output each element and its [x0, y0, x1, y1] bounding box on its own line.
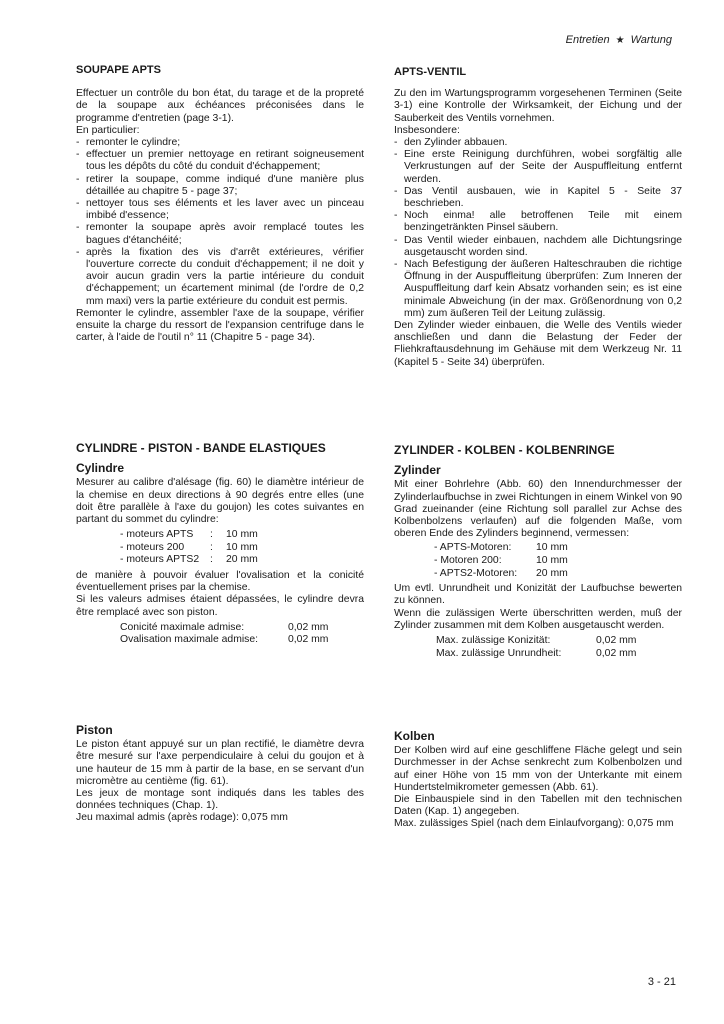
- fr-cylindre-p2: de manière à pouvoir évaluer l'ovalisation et la conicité éventuellement prises par la chemise.: [76, 570, 364, 594]
- list-item: - Eine erste Reinigung durchführen, wobei sorgfältig alle Verkrustungen auf der Seite der Auspuffleitung entfernt werden.: [394, 149, 682, 186]
- de-section-zylinder: [394, 444, 682, 660]
- de-kolben-p2: Die Einbauspiele sind in den Tabellen mit den technischen Daten (Kap. 1) angegeben.: [394, 794, 682, 818]
- fr-soupape-intro: Effectuer un contrôle du bon état, du tarage et de la propreté de la soupape aux échéances préconisées dans le programme d'entretien (page 3-1).: [76, 88, 364, 124]
- fr-section-title-soupape: SOUPAPE APTS: [76, 64, 161, 76]
- fr-soupape-outro: Remonter le cylindre, assembler l'axe de la soupape, vérifier ensuite la charge du ressort de l'expansion centrifuge dans le carter, à l'aide de l'outil n° 11 (Chapitre 5 - page 34).: [76, 307, 364, 344]
- de-ventil-steps: [394, 137, 682, 320]
- fr-cylindre-table: [118, 529, 260, 567]
- fr-section-soupape: [76, 64, 364, 344]
- table-row: - APTS2-Motoren: 20 mm: [434, 567, 568, 579]
- de-kolben-p1: Der Kolben wird auf eine geschliffene Fläche gelegt und sein Durchmesser in der Achse senkrecht zum Kolbenbolzen und auf einer Höhe von 15 mm von der Unterkante mit einem Hundertstelmikrometer gemessen (Abb. 61).: [394, 745, 682, 793]
- french-column: [76, 64, 364, 864]
- list-item: - remonter la soupape après avoir remplacé toutes les bagues d'étanchéité;: [76, 222, 364, 246]
- de-zylinder-p1: Mit einer Bohrlehre (Abb. 60) den Innendurchmesser der Zylinderlaufbuchse in zwei Richtungen in einem Winkel von 90 Grad zueinander (eine Richtung soll parallel zur Achse des Kolbenbolzens verlaufen) auf die folgenden Maße, vom oberen Ende des Zylinders beginnend, vermessen:: [394, 479, 682, 540]
- de-ventil-intro: Zu den im Wartungsprogramm vorgesehenen Terminen (Seite 3-1) eine Kontrolle der Wirksamkeit, der Eichung und der Sauberkeit des Ventils vornehmen.: [394, 88, 682, 124]
- fr-cylindre-p3: Si les valeurs admises étaient dépassées, le cylindre devra être remplacé avec son piston.: [76, 594, 364, 618]
- de-ventil-lead: Insbesondere:: [394, 124, 460, 136]
- header-right: Wartung: [630, 34, 672, 46]
- german-column: [394, 66, 682, 886]
- list-item: - après la fixation des vis d'arrêt extérieures, vérifier l'ouverture correcte du conduit d'échappement; il ne doit y avoir aucun gradin vers la partie intérieure du conduit d'échappement; un écartement minimal (de l'ordre de 0,2 mm maxi) vers la partie extérieure du conduit est permis.: [76, 247, 364, 308]
- table-row: Ovalisation maximale admise: 0,02 mm: [120, 634, 329, 646]
- fr-piston-p3: Jeu maximal admis (après rodage): 0,075 mm: [76, 812, 288, 824]
- list-item: - Das Ventil wieder einbauen, nachdem alle Dichtungsringe ausgetauscht worden sind.: [394, 235, 682, 259]
- de-subtitle-zylinder: Zylinder: [394, 463, 441, 478]
- fr-subtitle-piston: Piston: [76, 723, 113, 737]
- list-item: - den Zylinder abbauen.: [394, 137, 682, 149]
- list-item: - Noch einma! alle betroffenen Teile mit einem benzingetränkten Pinsel säubern.: [394, 210, 682, 234]
- de-section-kolben: [394, 730, 682, 831]
- fr-piston-p2: Les jeux de montage sont indiqués dans les tables des données techniques (Chap. 1).: [76, 788, 364, 812]
- fr-section-piston: [76, 724, 364, 825]
- de-section-title-ventil: APTS-VENTIL: [394, 66, 467, 78]
- fr-soupape-lead: En particulier:: [76, 124, 140, 136]
- table-row: - moteurs 200 : 10 mm: [120, 541, 258, 553]
- list-item: - nettoyer tous ses éléments et les laver avec un pinceau imbibé d'essence;: [76, 198, 364, 222]
- list-item: - Nach Befestigung der äußeren Halteschrauben die richtige Öffnung in der Auspuffleitung überprüfen: Zum Inneren der Auspuffleitung darf kein Absatz vorhanden sein; es ist eine minimale Abweichung (in der max. Größenordnung von 0,2 mm) zum äußeren Teil der Leitung zulässig.: [394, 259, 682, 320]
- list-item: - retirer la soupape, comme indiqué d'une manière plus détaillée au chapitre 5 - page 37;: [76, 174, 364, 198]
- fr-soupape-steps: [76, 137, 364, 308]
- de-zylinder-table: [432, 542, 570, 580]
- running-header: [566, 34, 672, 46]
- de-subtitle-kolben: Kolben: [394, 729, 435, 743]
- table-row: Max. zulässige Konizität: 0,02 mm: [436, 635, 637, 647]
- de-section-ventil: [394, 66, 682, 369]
- de-zylinder-p3: Wenn die zulässigen Werte überschritten werden, muß der Zylinder zusammen mit dem Kolben ausgetauscht werden.: [394, 607, 682, 631]
- fr-subtitle-cylindre: Cylindre: [76, 461, 125, 476]
- star-icon: ★: [615, 35, 625, 46]
- list-item: - remonter le cylindre;: [76, 137, 364, 149]
- fr-cylindre-p1: Mesurer au calibre d'alésage (fig. 60) le diamètre intérieur de la chemise en deux directions à 90 degrés entre elles (une doit être parallèle à l'axe du goujon) les cotes suivantes en partant du sommet du cylindre:: [76, 477, 364, 526]
- list-item: - Das Ventil ausbauen, wie in Kapitel 5 - Seite 37 beschrieben.: [394, 186, 682, 210]
- table-row: Max. zulässige Unrundheit: 0,02 mm: [436, 647, 637, 659]
- fr-section-cylindre: [76, 442, 364, 647]
- table-row: - Motoren 200: 10 mm: [434, 555, 568, 567]
- de-kolben-p3: Max. zulässiges Spiel (nach dem Einlaufvorgang): 0,075 mm: [394, 818, 674, 830]
- list-item: - effectuer un premier nettoyage en retirant soigneusement tous les dépôts du côté du conduit d'échappement;: [76, 149, 364, 173]
- table-row: - moteurs APTS2 : 20 mm: [120, 554, 258, 566]
- table-row: - moteurs APTS : 10 mm: [120, 529, 258, 541]
- de-section-title-zylinder: ZYLINDER - KOLBEN - KOLBENRINGE: [394, 443, 615, 457]
- fr-piston-p1: Le piston étant appuyé sur un plan rectifié, le diamètre devra être mesuré sur l'axe perpendiculaire à celui du goujon et à une hauteur de 15 mm à partir de la base, en se servant d'un micromètre au centième (fig. 61).: [76, 739, 364, 787]
- de-zylinder-limits: [434, 635, 638, 660]
- de-zylinder-p2: Um evtl. Unrundheit und Konizität der Laufbuchse bewerten zu können.: [394, 583, 682, 607]
- fr-section-title-cylindre: CYLINDRE - PISTON - BANDE ELASTIQUES: [76, 441, 326, 455]
- table-row: - APTS-Motoren: 10 mm: [434, 542, 568, 554]
- page-number: 3 - 21: [647, 976, 676, 988]
- fr-cylindre-limits: [118, 622, 330, 647]
- de-ventil-outro: Den Zylinder wieder einbauen, die Welle des Ventils wieder anschließen und dann die Belastung der Feder der Fliehkraftausdehnung im Gehäuse mit dem Werkzeug Nr. 11 (Kapitel 5 - Seite 34) überprüfen.: [394, 320, 682, 368]
- table-row: Conicité maximale admise: 0,02 mm: [120, 621, 329, 633]
- header-left: Entretien: [565, 34, 610, 46]
